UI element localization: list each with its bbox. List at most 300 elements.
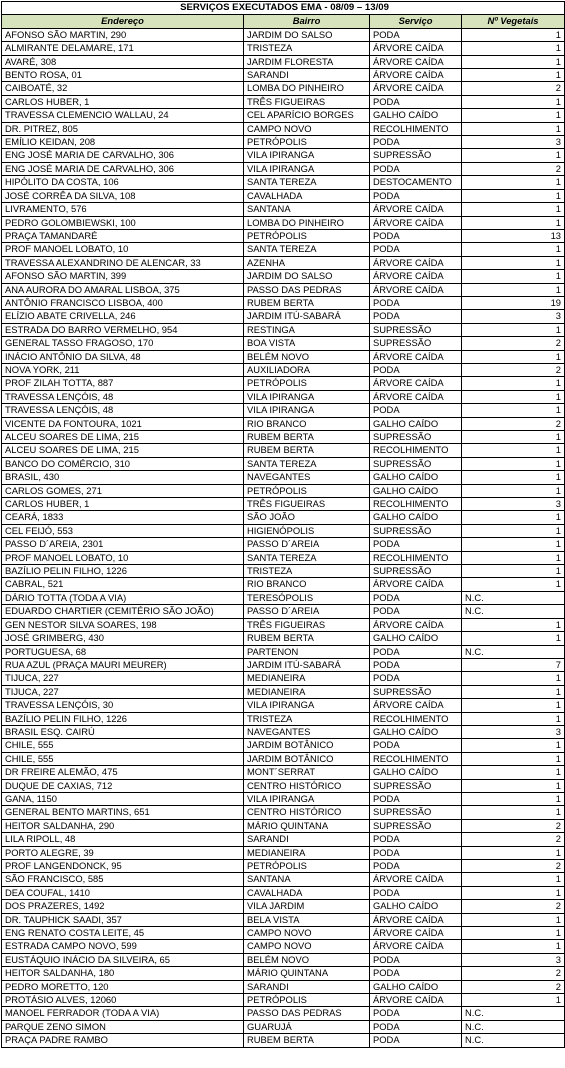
cell-vegetais: 2: [462, 967, 565, 980]
table-row: [2, 538, 565, 551]
cell-endereco: ANA AURORA DO AMARAL LISBOA, 375: [2, 283, 244, 296]
table-row: [2, 940, 565, 953]
cell-servico: PODA: [370, 846, 462, 859]
cell-endereco: TRAVESSA CLEMENCIO WALLAU, 24: [2, 109, 244, 122]
cell-servico: RECOLHIMENTO: [370, 752, 462, 765]
table-title: SERVIÇOS EXECUTADOS EMA - 08/09 – 13/09: [2, 2, 565, 15]
cell-bairro: JARDIM BOTÂNICO: [244, 752, 370, 765]
table-row: [2, 323, 565, 336]
table-row: [2, 551, 565, 564]
cell-endereco: DUQUE DE CAXIAS, 712: [2, 779, 244, 792]
cell-bairro: JARDIM DO SALSO: [244, 270, 370, 283]
cell-vegetais: 1: [462, 806, 565, 819]
cell-vegetais: N.C.: [462, 1020, 565, 1033]
table-row: [2, 95, 565, 108]
cell-servico: PODA: [370, 967, 462, 980]
cell-bairro: CENTRO HISTÓRICO: [244, 806, 370, 819]
cell-servico: SUPRESSÃO: [370, 685, 462, 698]
cell-vegetais: 1: [462, 270, 565, 283]
cell-vegetais: 1: [462, 632, 565, 645]
cell-servico: PODA: [370, 363, 462, 376]
cell-servico: PODA: [370, 95, 462, 108]
cell-servico: GALHO CAÍDO: [370, 725, 462, 738]
table-row: [2, 752, 565, 765]
cell-servico: ÁRVORE CAÍDA: [370, 216, 462, 229]
cell-servico: ÁRVORE CAÍDA: [370, 578, 462, 591]
cell-bairro: PETRÓPOLIS: [244, 136, 370, 149]
table-row: [2, 511, 565, 524]
cell-bairro: VILA IPIRANGA: [244, 162, 370, 175]
cell-vegetais: 1: [462, 55, 565, 68]
table-row: [2, 699, 565, 712]
table-row: [2, 1007, 565, 1020]
cell-bairro: RIO BRANCO: [244, 578, 370, 591]
cell-servico: PODA: [370, 886, 462, 899]
cell-servico: ÁRVORE CAÍDA: [370, 270, 462, 283]
cell-servico: GALHO CAÍDO: [370, 109, 462, 122]
cell-bairro: RESTINGA: [244, 323, 370, 336]
cell-servico: ÁRVORE CAÍDA: [370, 940, 462, 953]
cell-bairro: CAMPO NOVO: [244, 122, 370, 135]
cell-endereco: CARLOS GOMES, 271: [2, 484, 244, 497]
cell-endereco: ENG JOSÉ MARIA DE CARVALHO, 306: [2, 149, 244, 162]
cell-vegetais: 1: [462, 672, 565, 685]
cell-bairro: VILA IPIRANGA: [244, 404, 370, 417]
table-row: [2, 900, 565, 913]
cell-servico: PODA: [370, 404, 462, 417]
cell-bairro: CAVALHADA: [244, 886, 370, 899]
cell-bairro: JARDIM ITÚ-SABARÁ: [244, 310, 370, 323]
cell-servico: DESTOCAMENTO: [370, 176, 462, 189]
cell-bairro: BELÉM NOVO: [244, 953, 370, 966]
cell-vegetais: 3: [462, 953, 565, 966]
cell-vegetais: 2: [462, 363, 565, 376]
cell-endereco: CHILE, 555: [2, 752, 244, 765]
table-row: [2, 109, 565, 122]
cell-servico: GALHO CAÍDO: [370, 471, 462, 484]
cell-bairro: CAMPO NOVO: [244, 927, 370, 940]
cell-bairro: SARANDI: [244, 69, 370, 82]
table-row: [2, 42, 565, 55]
cell-vegetais: 1: [462, 69, 565, 82]
cell-servico: PODA: [370, 739, 462, 752]
cell-servico: PODA: [370, 189, 462, 202]
cell-vegetais: 1: [462, 578, 565, 591]
table-row: [2, 216, 565, 229]
cell-endereco: NOVA YORK, 211: [2, 363, 244, 376]
cell-bairro: PETRÓPOLIS: [244, 377, 370, 390]
cell-endereco: HEITOR SALDANHA, 180: [2, 967, 244, 980]
cell-endereco: AVARÉ, 308: [2, 55, 244, 68]
cell-servico: PODA: [370, 136, 462, 149]
cell-vegetais: 1: [462, 203, 565, 216]
cell-servico: RECOLHIMENTO: [370, 498, 462, 511]
cell-endereco: HEITOR SALDANHA, 290: [2, 819, 244, 832]
cell-vegetais: 2: [462, 833, 565, 846]
table-row: [2, 967, 565, 980]
table-row: [2, 69, 565, 82]
cell-servico: PODA: [370, 310, 462, 323]
cell-bairro: JARDIM ITÚ-SABARÁ: [244, 658, 370, 671]
cell-bairro: SANTA TEREZA: [244, 176, 370, 189]
cell-endereco: BRASIL ESQ. CAIRÚ: [2, 725, 244, 738]
table-row: [2, 457, 565, 470]
cell-bairro: BELÉM NOVO: [244, 350, 370, 363]
table-row: [2, 296, 565, 309]
cell-vegetais: 1: [462, 792, 565, 805]
cell-vegetais: 3: [462, 725, 565, 738]
cell-vegetais: N.C.: [462, 1034, 565, 1047]
cell-vegetais: 1: [462, 243, 565, 256]
cell-endereco: PROF LANGENDONCK, 95: [2, 860, 244, 873]
cell-endereco: JOSÉ GRIMBERG, 430: [2, 632, 244, 645]
cell-vegetais: 1: [462, 122, 565, 135]
cell-servico: GALHO CAÍDO: [370, 511, 462, 524]
cell-endereco: PROF ZILAH TOTTA, 887: [2, 377, 244, 390]
cell-vegetais: N.C.: [462, 591, 565, 604]
cell-vegetais: 1: [462, 256, 565, 269]
cell-endereco: LIVRAMENTO, 576: [2, 203, 244, 216]
cell-endereco: PORTO ALEGRE, 39: [2, 846, 244, 859]
cell-bairro: SANTA TEREZA: [244, 243, 370, 256]
table-row: [2, 591, 565, 604]
table-row: [2, 792, 565, 805]
column-header-vegetais: Nº Vegetais: [462, 15, 565, 28]
cell-servico: PODA: [370, 833, 462, 846]
cell-vegetais: 1: [462, 457, 565, 470]
table-row: [2, 136, 565, 149]
cell-endereco: DR. TAUPHICK SAADI, 357: [2, 913, 244, 926]
cell-servico: SUPRESSÃO: [370, 524, 462, 537]
cell-vegetais: 2: [462, 82, 565, 95]
cell-vegetais: 1: [462, 323, 565, 336]
cell-bairro: BOA VISTA: [244, 337, 370, 350]
column-header-servico: Serviço: [370, 15, 462, 28]
cell-vegetais: 2: [462, 860, 565, 873]
cell-bairro: TRISTEZA: [244, 565, 370, 578]
cell-bairro: TERESÓPOLIS: [244, 591, 370, 604]
cell-endereco: AFONSO SÃO MARTIN, 399: [2, 270, 244, 283]
cell-vegetais: 1: [462, 390, 565, 403]
cell-bairro: TRISTEZA: [244, 712, 370, 725]
cell-endereco: MANOEL FERRADOR (TODA A VIA): [2, 1007, 244, 1020]
cell-servico: PODA: [370, 296, 462, 309]
cell-bairro: HIGIENÓPOLIS: [244, 524, 370, 537]
cell-vegetais: 1: [462, 752, 565, 765]
cell-bairro: PETRÓPOLIS: [244, 994, 370, 1007]
cell-bairro: PETRÓPOLIS: [244, 484, 370, 497]
cell-servico: GALHO CAÍDO: [370, 417, 462, 430]
cell-servico: ÁRVORE CAÍDA: [370, 873, 462, 886]
cell-servico: SUPRESSÃO: [370, 457, 462, 470]
cell-endereco: EDUARDO CHARTIER (CEMITÉRIO SÃO JOÃO): [2, 605, 244, 618]
table-row: [2, 658, 565, 671]
cell-endereco: TRAVESSA LENÇÓIS, 30: [2, 699, 244, 712]
cell-servico: PODA: [370, 243, 462, 256]
cell-endereco: ESTRADA DO BARRO VERMELHO, 954: [2, 323, 244, 336]
cell-endereco: BAZÍLIO PELIN FILHO, 1226: [2, 712, 244, 725]
cell-vegetais: N.C.: [462, 645, 565, 658]
cell-bairro: AZENHA: [244, 256, 370, 269]
table-row: [2, 833, 565, 846]
table-row: [2, 417, 565, 430]
cell-endereco: ENG JOSÉ MARIA DE CARVALHO, 306: [2, 162, 244, 175]
table-row: [2, 980, 565, 993]
cell-vegetais: 19: [462, 296, 565, 309]
table-row: [2, 1020, 565, 1033]
cell-servico: ÁRVORE CAÍDA: [370, 203, 462, 216]
cell-vegetais: 1: [462, 350, 565, 363]
cell-endereco: DR FREIRE ALEMÃO, 475: [2, 766, 244, 779]
cell-servico: ÁRVORE CAÍDA: [370, 82, 462, 95]
cell-bairro: RUBEM BERTA: [244, 632, 370, 645]
cell-servico: PODA: [370, 591, 462, 604]
cell-servico: PODA: [370, 860, 462, 873]
cell-bairro: PASSO DAS PEDRAS: [244, 1007, 370, 1020]
cell-endereco: CARLOS HUBER, 1: [2, 498, 244, 511]
cell-bairro: BELA VISTA: [244, 913, 370, 926]
cell-servico: ÁRVORE CAÍDA: [370, 42, 462, 55]
table-row: [2, 1034, 565, 1047]
table-row: [2, 176, 565, 189]
cell-endereco: PARQUE ZENO SIMON: [2, 1020, 244, 1033]
cell-vegetais: 1: [462, 484, 565, 497]
cell-servico: PODA: [370, 28, 462, 41]
cell-bairro: SARANDI: [244, 833, 370, 846]
cell-vegetais: 1: [462, 42, 565, 55]
cell-endereco: CHILE, 555: [2, 739, 244, 752]
cell-bairro: VILA IPIRANGA: [244, 390, 370, 403]
cell-endereco: GANA, 1150: [2, 792, 244, 805]
cell-endereco: DÁRIO TOTTA (TODA A VIA): [2, 591, 244, 604]
cell-servico: PODA: [370, 658, 462, 671]
cell-endereco: PRAÇA TAMANDARÉ: [2, 229, 244, 242]
table-title-row: [2, 2, 565, 15]
cell-endereco: EMÍLIO KEIDAN, 208: [2, 136, 244, 149]
cell-servico: ÁRVORE CAÍDA: [370, 69, 462, 82]
cell-servico: PODA: [370, 229, 462, 242]
cell-bairro: TRÊS FIGUEIRAS: [244, 95, 370, 108]
cell-vegetais: 1: [462, 538, 565, 551]
cell-bairro: CAVALHADA: [244, 189, 370, 202]
cell-servico: ÁRVORE CAÍDA: [370, 913, 462, 926]
table-row: [2, 377, 565, 390]
table-row: [2, 283, 565, 296]
cell-bairro: LOMBA DO PINHEIRO: [244, 216, 370, 229]
cell-endereco: DR. PITREZ, 805: [2, 122, 244, 135]
table-row: [2, 484, 565, 497]
cell-vegetais: 1: [462, 739, 565, 752]
cell-bairro: PASSO D´AREIA: [244, 538, 370, 551]
cell-servico: SUPRESSÃO: [370, 149, 462, 162]
cell-endereco: CARLOS HUBER, 1: [2, 95, 244, 108]
cell-bairro: MÁRIO QUINTANA: [244, 967, 370, 980]
table-row: [2, 645, 565, 658]
cell-endereco: PROF MANOEL LOBATO, 10: [2, 243, 244, 256]
cell-vegetais: 2: [462, 900, 565, 913]
cell-endereco: ESTRADA CAMPO NOVO, 599: [2, 940, 244, 953]
cell-vegetais: 1: [462, 511, 565, 524]
cell-servico: GALHO CAÍDO: [370, 632, 462, 645]
cell-servico: ÁRVORE CAÍDA: [370, 927, 462, 940]
cell-endereco: TRAVESSA LENÇÓIS, 48: [2, 390, 244, 403]
table-row: [2, 632, 565, 645]
cell-bairro: SARANDI: [244, 980, 370, 993]
cell-endereco: CABRAL, 521: [2, 578, 244, 591]
table-row: [2, 953, 565, 966]
cell-endereco: PROTÁSIO ALVES, 12060: [2, 994, 244, 1007]
cell-endereco: GEN NESTOR SILVA SOARES, 198: [2, 618, 244, 631]
cell-bairro: TRÊS FIGUEIRAS: [244, 498, 370, 511]
table-row: [2, 310, 565, 323]
table-row: [2, 270, 565, 283]
cell-vegetais: 2: [462, 417, 565, 430]
table-row: [2, 337, 565, 350]
cell-servico: ÁRVORE CAÍDA: [370, 283, 462, 296]
cell-vegetais: 1: [462, 176, 565, 189]
cell-vegetais: 1: [462, 431, 565, 444]
cell-endereco: GENERAL TASSO FRAGOSO, 170: [2, 337, 244, 350]
cell-vegetais: 1: [462, 444, 565, 457]
cell-endereco: BENTO ROSA, 01: [2, 69, 244, 82]
cell-vegetais: 1: [462, 685, 565, 698]
cell-servico: PODA: [370, 1020, 462, 1033]
cell-bairro: PARTENON: [244, 645, 370, 658]
cell-vegetais: 1: [462, 471, 565, 484]
cell-endereco: TRAVESSA LENÇÓIS, 48: [2, 404, 244, 417]
cell-servico: PODA: [370, 792, 462, 805]
cell-bairro: AUXILIADORA: [244, 363, 370, 376]
cell-endereco: SÃO FRANCISCO, 585: [2, 873, 244, 886]
cell-bairro: CAMPO NOVO: [244, 940, 370, 953]
cell-endereco: CEL FEIJÓ, 553: [2, 524, 244, 537]
cell-endereco: PRAÇA PADRE RAMBO: [2, 1034, 244, 1047]
cell-servico: ÁRVORE CAÍDA: [370, 994, 462, 1007]
cell-servico: GALHO CAÍDO: [370, 980, 462, 993]
cell-bairro: RUBEM BERTA: [244, 431, 370, 444]
cell-servico: ÁRVORE CAÍDA: [370, 350, 462, 363]
table-row: [2, 55, 565, 68]
cell-endereco: ELÍZIO ABATE CRIVELLA, 246: [2, 310, 244, 323]
cell-endereco: PORTUGUESA, 68: [2, 645, 244, 658]
table-row: [2, 927, 565, 940]
cell-vegetais: 1: [462, 149, 565, 162]
cell-bairro: JARDIM BOTÂNICO: [244, 739, 370, 752]
table-row: [2, 390, 565, 403]
cell-vegetais: 3: [462, 498, 565, 511]
cell-bairro: TRISTEZA: [244, 42, 370, 55]
table-row: [2, 28, 565, 41]
table-row: [2, 471, 565, 484]
table-row: [2, 672, 565, 685]
cell-bairro: SANTA TEREZA: [244, 551, 370, 564]
cell-servico: SUPRESSÃO: [370, 819, 462, 832]
cell-endereco: EUSTÁQUIO INÁCIO DA SILVEIRA, 65: [2, 953, 244, 966]
cell-vegetais: 1: [462, 779, 565, 792]
table-row: [2, 162, 565, 175]
cell-endereco: RUA AZUL (PRAÇA MAURI MEURER): [2, 658, 244, 671]
cell-vegetais: 3: [462, 310, 565, 323]
cell-endereco: GENERAL BENTO MARTINS, 651: [2, 806, 244, 819]
cell-endereco: LILA RIPOLL, 48: [2, 833, 244, 846]
table-row: [2, 766, 565, 779]
table-row: [2, 605, 565, 618]
cell-bairro: PASSO D´AREIA: [244, 605, 370, 618]
table-row: [2, 806, 565, 819]
cell-vegetais: 1: [462, 927, 565, 940]
table-row: [2, 913, 565, 926]
cell-bairro: MONT´SERRAT: [244, 766, 370, 779]
cell-vegetais: 1: [462, 216, 565, 229]
cell-vegetais: 1: [462, 766, 565, 779]
cell-bairro: MEDIANEIRA: [244, 672, 370, 685]
cell-bairro: CEL APARÍCIO BORGES: [244, 109, 370, 122]
cell-servico: ÁRVORE CAÍDA: [370, 390, 462, 403]
table-row: [2, 886, 565, 899]
cell-bairro: MEDIANEIRA: [244, 685, 370, 698]
cell-servico: GALHO CAÍDO: [370, 484, 462, 497]
cell-endereco: PASSO D´AREIA, 2301: [2, 538, 244, 551]
table-row: [2, 994, 565, 1007]
cell-endereco: PEDRO GOLOMBIEWSKI, 100: [2, 216, 244, 229]
column-header-bairro: Bairro: [244, 15, 370, 28]
table-row: [2, 350, 565, 363]
cell-bairro: LOMBA DO PINHEIRO: [244, 82, 370, 95]
cell-bairro: NAVEGANTES: [244, 725, 370, 738]
table-row: [2, 846, 565, 859]
table-row: [2, 565, 565, 578]
cell-bairro: RUBEM BERTA: [244, 1034, 370, 1047]
table-body: [2, 28, 565, 1047]
cell-vegetais: 1: [462, 109, 565, 122]
cell-endereco: HIPÓLITO DA COSTA, 106: [2, 176, 244, 189]
cell-endereco: INÁCIO ANTÔNIO DA SILVA, 48: [2, 350, 244, 363]
cell-vegetais: 3: [462, 136, 565, 149]
cell-endereco: ANTÔNIO FRANCISCO LISBOA, 400: [2, 296, 244, 309]
cell-servico: GALHO CAÍDO: [370, 766, 462, 779]
cell-servico: ÁRVORE CAÍDA: [370, 55, 462, 68]
cell-bairro: PETRÓPOLIS: [244, 229, 370, 242]
table-row: [2, 819, 565, 832]
cell-bairro: CENTRO HISTÓRICO: [244, 779, 370, 792]
cell-vegetais: 1: [462, 565, 565, 578]
cell-endereco: BAZÍLIO PELIN FILHO, 1226: [2, 565, 244, 578]
cell-bairro: RIO BRANCO: [244, 417, 370, 430]
cell-vegetais: 1: [462, 940, 565, 953]
table-row: [2, 725, 565, 738]
cell-endereco: TIJUCA, 227: [2, 672, 244, 685]
table-row: [2, 498, 565, 511]
cell-servico: SUPRESSÃO: [370, 806, 462, 819]
table-row: [2, 122, 565, 135]
cell-bairro: SANTA TEREZA: [244, 457, 370, 470]
cell-servico: PODA: [370, 605, 462, 618]
cell-servico: RECOLHIMENTO: [370, 444, 462, 457]
cell-endereco: ALCEU SOARES DE LIMA, 215: [2, 444, 244, 457]
cell-endereco: DOS PRAZERES, 1492: [2, 900, 244, 913]
cell-endereco: CEARÁ, 1833: [2, 511, 244, 524]
table-row: [2, 444, 565, 457]
cell-bairro: GUARUJÁ: [244, 1020, 370, 1033]
cell-servico: RECOLHIMENTO: [370, 712, 462, 725]
cell-vegetais: 1: [462, 551, 565, 564]
cell-bairro: SANTANA: [244, 203, 370, 216]
cell-servico: PODA: [370, 672, 462, 685]
cell-bairro: JARDIM FLORESTA: [244, 55, 370, 68]
cell-bairro: VILA IPIRANGA: [244, 149, 370, 162]
cell-bairro: SÃO JOÃO: [244, 511, 370, 524]
table-row: [2, 203, 565, 216]
